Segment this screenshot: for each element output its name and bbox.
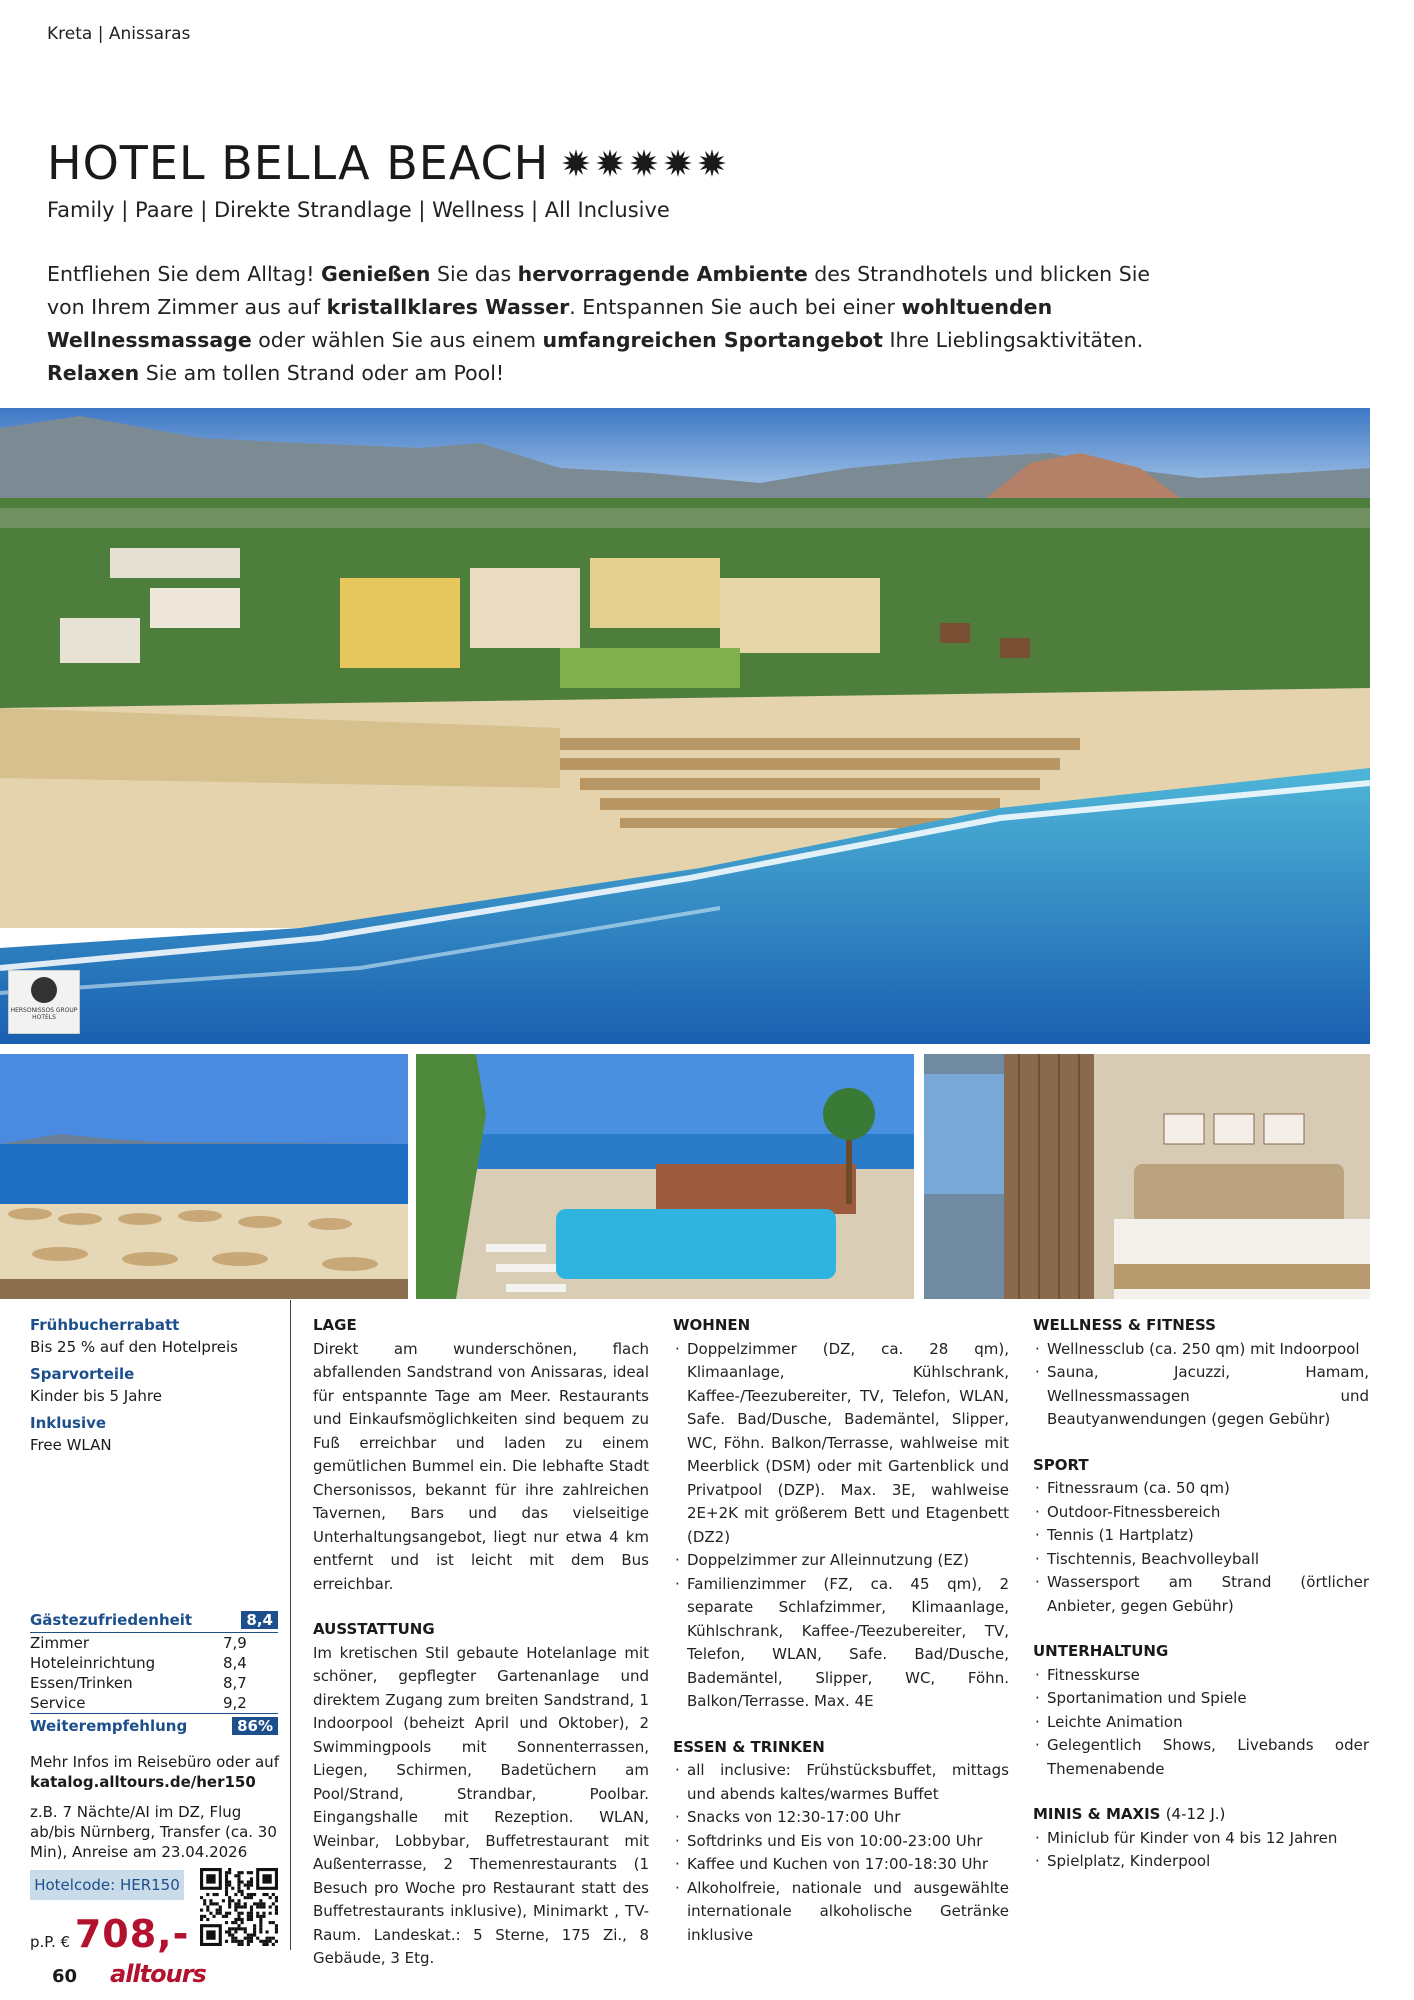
star-icon	[697, 148, 727, 178]
intro-highlight: wohltuenden Wellnessmassage	[47, 295, 1053, 352]
hotel-title	[47, 136, 727, 190]
catalog-link[interactable]: katalog.alltours.de/her150	[30, 1773, 256, 1791]
early-booking-label: Frühbucherrabatt	[30, 1316, 180, 1334]
rating-row	[30, 1653, 278, 1673]
list-item: · Kaffee und Kuchen von 17:00-18:30 Uhr	[673, 1853, 1009, 1877]
section-minis	[1033, 1803, 1369, 1874]
breadcrumb: Kreta | Anissaras	[47, 24, 191, 44]
list-item: · Softdrinks und Eis von 10:00-23:00 Uhr	[673, 1830, 1009, 1854]
column-lage	[313, 1314, 649, 1993]
intro-segment: oder wählen Sie aus einem	[251, 328, 543, 352]
savings-label: Sparvorteile	[30, 1365, 135, 1383]
rating-title: Gästezufriedenheit	[30, 1611, 193, 1629]
list-item: · all inclusive: Frühstücksbuffet, mittags und abends kaltes/warmes Buffet	[673, 1759, 1009, 1806]
ausstattung-text: Im kretischen Stil gebaute Hotelanlage mit schöner, gepflegter Gartenanlage und direktem Zugang zum breiten Sandstrand, 1 Indoorpool (beheizt April und Oktober), 2 Swimmingpools mit Sonnenterrassen, Liegen, Schirmen, Badetüchern am Pool/Strand, Strandbar, Poolbar. Eingangshalle mit Rezeption. WLAN, Weinbar, Lobbybar, Buffetrestaurant mit Außenterrasse, 2 Themenrestaurants (1 Besuch pro Woche pro Restaurant statt des Buffetrestaurants inklusive), Minimarkt , TV-Raum. Landeskat.: 5 Sterne, 175 Zi., 8 Gebäude, 3 Etg.	[313, 1643, 649, 1967]
rating-value: 8,4	[223, 1654, 247, 1672]
recommendation-label: Weiterempfehlung	[30, 1717, 188, 1735]
intro-highlight: Genießen	[321, 262, 431, 286]
wellness-heading: WELLNESS & FITNESS	[1033, 1316, 1216, 1334]
rating-label: Service	[30, 1694, 86, 1712]
hotel-group-logo-text: HERSONISSOS GROUP HOTELS	[10, 1007, 78, 1021]
rating-label: Essen/Trinken	[30, 1674, 133, 1692]
section-essen	[673, 1736, 1009, 1948]
list-item: · Fitnessraum (ca. 50 qm)	[1033, 1477, 1369, 1501]
hotel-name: HOTEL BELLA BEACH	[47, 136, 550, 190]
star-icon	[595, 148, 625, 178]
rating-value: 7,9	[223, 1634, 247, 1652]
rating-row	[30, 1633, 278, 1653]
wohnen-heading: WOHNEN	[673, 1316, 751, 1334]
intro-segment: des Strandhotels und blicken Sie von Ihrem Zimmer aus auf	[47, 262, 1151, 319]
price	[30, 1912, 189, 1956]
hotel-subtitle: Family | Paare | Direkte Strandlage | Wellness | All Inclusive	[47, 198, 670, 222]
star-icon	[663, 148, 693, 178]
star-icon	[629, 148, 659, 178]
sport-list	[1033, 1477, 1369, 1618]
list-item: · Sportanimation und Spiele	[1033, 1687, 1369, 1711]
star-rating	[561, 148, 727, 178]
lage-heading: LAGE	[313, 1316, 357, 1334]
list-item: · Wassersport am Strand (örtlicher Anbieter, gegen Gebühr)	[1033, 1571, 1369, 1618]
essen-list	[673, 1759, 1009, 1947]
column-wohnen	[673, 1314, 1009, 1969]
list-item: · Spielplatz, Kinderpool	[1033, 1850, 1369, 1874]
intro-segment: Sie am tollen Strand oder am Pool!	[139, 361, 505, 385]
rating-row	[30, 1693, 278, 1713]
minis-list	[1033, 1827, 1369, 1874]
list-item: · Gelegentlich Shows, Livebands oder Themenabende	[1033, 1734, 1369, 1781]
wellness-list	[1033, 1338, 1369, 1432]
intro-highlight: umfangreichen Sportangebot	[542, 328, 883, 352]
rating-header	[30, 1608, 278, 1633]
star-icon	[561, 148, 591, 178]
list-item: · Snacks von 12:30-17:00 Uhr	[673, 1806, 1009, 1830]
intro-segment: Entfliehen Sie dem Alltag!	[47, 262, 322, 286]
section-unterhaltung	[1033, 1640, 1369, 1781]
section-ausstattung	[313, 1618, 649, 1971]
list-item: · Outdoor-Fitnessbereich	[1033, 1501, 1369, 1525]
list-item: · Doppelzimmer zur Alleinnutzung (EZ)	[673, 1549, 1009, 1573]
list-item: · Doppelzimmer (DZ, ca. 28 qm), Klimaanlage, Kühlschrank, Kaffee-/Teezubereiter, TV, Telefon, WLAN, Safe. Bad/Dusche, Bademäntel, Slipper, WC, Föhn. Balkon/Terrasse, wahlweise mit Meerblick (DSM) oder mit Gartenblick und Privatpool (DZP). Max. 3E, wahlweise 2E+2K mit größerem Bett und Etagenbett (DZ2)	[673, 1338, 1009, 1550]
price-example-text: z.B. 7 Nächte/AI im DZ, Flug ab/bis Nürnberg, Transfer (ca. 30 Min), Anreise am 23.04.2026	[30, 1803, 277, 1861]
list-item: · Familienzimmer (FZ, ca. 45 qm), 2 separate Schlafzimmer, Klimaanlage, Kühlschrank, Kaffee-/Teezubereiter, TV, Telefon, WLAN, Safe. Bad/Dusche, Bademäntel, Slipper, WC, Föhn. Balkon/Terrasse. Max. 4E	[673, 1573, 1009, 1714]
rating-row	[30, 1673, 278, 1693]
intro-segment: . Entspannen Sie auch bei einer	[569, 295, 902, 319]
section-sport	[1033, 1454, 1369, 1619]
section-lage	[313, 1314, 649, 1596]
intro-segment: Sie das	[430, 262, 518, 286]
rating-label: Hoteleinrichtung	[30, 1654, 156, 1672]
section-wellness	[1033, 1314, 1369, 1432]
early-booking-text: Bis 25 % auf den Hotelpreis	[30, 1338, 238, 1356]
hero-photo-beach-aerial	[0, 408, 1370, 1044]
hotel-code-badge: Hotelcode: HER150	[30, 1870, 184, 1900]
inclusive-text: Free WLAN	[30, 1436, 112, 1454]
list-item: · Leichte Animation	[1033, 1711, 1369, 1735]
intro-segment: Ihre Lieblingsaktivitäten.	[882, 328, 1144, 352]
hotel-group-logo-emblem	[31, 977, 57, 1003]
minis-heading-note: (4-12 J.)	[1165, 1805, 1226, 1823]
photo-beach-umbrellas	[0, 1054, 408, 1299]
booking-info	[30, 1752, 280, 1862]
intro-highlight: hervorragende Ambiente	[517, 262, 808, 286]
list-item: · Fitnesskurse	[1033, 1664, 1369, 1688]
wohnen-list	[673, 1338, 1009, 1714]
sport-heading: SPORT	[1033, 1455, 1089, 1474]
price-value: 708,-	[74, 1912, 190, 1956]
section-wohnen	[673, 1314, 1009, 1714]
minis-heading-title: MINIS & MAXIS	[1033, 1805, 1161, 1823]
lage-text: Direkt am wunderschönen, flach abfallenden Sandstrand von Anissaras, ideal für entspannte Tage am Meer. Restaurants und Einkaufsmöglichkeiten sind bequem zu Fuß erreichbar und laden zu einem gemütlichen Bummel ein. Die lebhafte Stadt Chersonissos, bekannt für ihre zahlreichen Tavernen, Bars und das vielseitige Unterhaltungsangebot, liegt nur etwa 4 km entfernt und ist leicht mit dem Bus erreichbar.	[313, 1339, 649, 1593]
qr-code[interactable]	[200, 1868, 278, 1946]
savings-text: Kinder bis 5 Jahre	[30, 1387, 162, 1405]
ausstattung-heading: AUSSTATTUNG	[313, 1620, 435, 1638]
list-item: · Tischtennis, Beachvolleyball	[1033, 1548, 1369, 1572]
list-item: · Wellnessclub (ca. 250 qm) mit Indoorpool	[1033, 1338, 1369, 1362]
unterhaltung-heading: UNTERHALTUNG	[1033, 1642, 1169, 1660]
rating-total-badge: 8,4	[241, 1611, 278, 1629]
recommendation-badge: 86%	[232, 1717, 278, 1735]
guest-rating-panel	[30, 1608, 278, 1738]
intro-highlight: Relaxen	[47, 361, 140, 385]
intro-highlight: kristallklares Wasser	[326, 295, 570, 319]
list-item: · Tennis (1 Hartplatz)	[1033, 1524, 1369, 1548]
brand-logo: alltours	[110, 1960, 206, 1988]
column-wellness	[1033, 1314, 1369, 1896]
price-prefix: p.P. €	[30, 1933, 71, 1951]
photo-pool-area	[416, 1054, 914, 1299]
list-item: · Alkoholfreie, nationale und ausgewählte internationale alkoholische Getränke inklusive	[673, 1877, 1009, 1948]
offer-panel	[30, 1314, 280, 1456]
intro-text	[47, 258, 1167, 390]
column-divider	[290, 1300, 291, 1950]
rating-value: 9,2	[223, 1694, 247, 1712]
more-info-text: Mehr Infos im Reisebüro oder auf	[30, 1753, 279, 1771]
rating-value: 8,7	[223, 1674, 247, 1692]
rating-label: Zimmer	[30, 1634, 90, 1652]
recommendation-row	[30, 1713, 278, 1738]
hotel-group-logo	[8, 970, 80, 1034]
essen-heading: ESSEN & TRINKEN	[673, 1737, 825, 1756]
list-item: · Miniclub für Kinder von 4 bis 12 Jahren	[1033, 1827, 1369, 1851]
inclusive-label: Inklusive	[30, 1414, 107, 1432]
unterhaltung-list	[1033, 1664, 1369, 1782]
photo-hotel-room	[924, 1054, 1370, 1299]
minis-heading	[1033, 1803, 1369, 1827]
list-item: · Sauna, Jacuzzi, Hamam, Wellnessmassagen und Beautyanwendungen (gegen Gebühr)	[1033, 1361, 1369, 1432]
page-number: 60	[52, 1966, 78, 1987]
